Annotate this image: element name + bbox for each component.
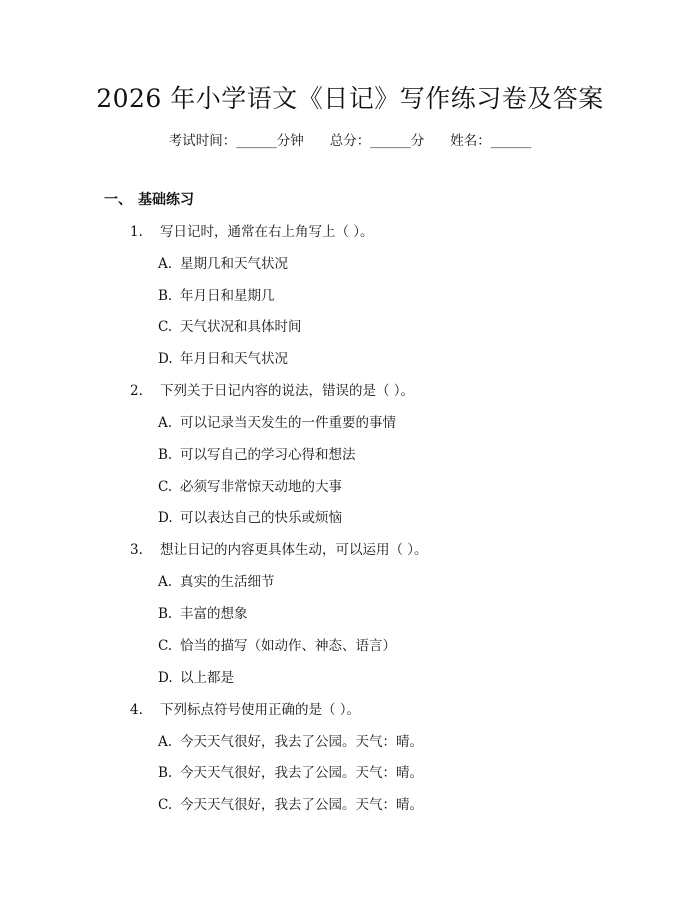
exam-time-field: 考试时间：______分钟 xyxy=(168,133,304,149)
option-text: 星期几和天气状况 xyxy=(180,256,288,272)
option-letter: B. xyxy=(158,447,173,463)
question-3-option-b xyxy=(158,604,248,624)
exam-info-line xyxy=(0,131,700,151)
option-text: 今天天气很好，我去了公园。天气：晴。 xyxy=(180,765,423,781)
question-4-option-b xyxy=(158,763,423,783)
option-text: 必须写非常惊天动地的大事 xyxy=(180,479,342,495)
option-text: 可以记录当天发生的一件重要的事情 xyxy=(180,415,396,431)
question-1-option-a xyxy=(158,254,288,274)
option-text: 可以写自己的学习心得和想法 xyxy=(180,447,356,463)
option-letter: C. xyxy=(158,797,173,813)
option-text: 天气状况和具体时间 xyxy=(180,319,302,335)
option-text: 可以表达自己的快乐或烦恼 xyxy=(180,510,342,526)
option-letter: C. xyxy=(158,319,173,335)
question-2 xyxy=(130,381,414,401)
question-3-option-a xyxy=(158,572,275,592)
question-number: 4. xyxy=(130,702,143,718)
question-text: 下列关于日记内容的说法，错误的是（ ）。 xyxy=(160,383,415,399)
option-text: 今天天气很好，我去了公园。天气：晴。 xyxy=(180,734,423,750)
option-letter: C. xyxy=(158,479,173,495)
option-text: 恰当的描写（如动作、神态、语言） xyxy=(180,638,396,654)
question-2-option-a xyxy=(158,413,396,433)
option-letter: A. xyxy=(158,415,173,431)
question-1-option-c xyxy=(158,317,302,337)
option-text: 年月日和星期几 xyxy=(180,288,275,304)
option-letter: B. xyxy=(158,288,173,304)
option-text: 年月日和天气状况 xyxy=(180,351,288,367)
option-letter: D. xyxy=(158,670,173,686)
question-text: 想让日记的内容更具体生动，可以运用（ ）。 xyxy=(160,542,428,558)
question-number: 2. xyxy=(130,383,143,399)
question-number: 1. xyxy=(130,224,143,240)
total-score-field: 总分：______分 xyxy=(329,133,425,149)
question-2-option-c xyxy=(158,477,342,497)
question-4-option-c xyxy=(158,795,423,815)
student-name-field: 姓名：______ xyxy=(450,133,532,149)
option-letter: A. xyxy=(158,734,173,750)
question-4-option-a xyxy=(158,732,423,752)
section-number: 一、 xyxy=(104,192,132,208)
section-title: 基础练习 xyxy=(138,192,194,208)
question-1-option-d xyxy=(158,349,288,369)
option-letter: A. xyxy=(158,256,173,272)
option-letter: D. xyxy=(158,351,173,367)
option-letter: B. xyxy=(158,606,173,622)
question-1-option-b xyxy=(158,286,275,306)
question-text: 下列标点符号使用正确的是（ ）。 xyxy=(160,702,361,718)
option-text: 真实的生活细节 xyxy=(180,574,275,590)
question-number: 3. xyxy=(130,542,143,558)
question-4 xyxy=(130,700,360,720)
question-1 xyxy=(130,222,374,242)
page-title: 2026 年小学语文《日记》写作练习卷及答案 xyxy=(96,84,604,113)
section-heading xyxy=(104,190,194,210)
option-text: 以上都是 xyxy=(180,670,234,686)
option-letter: B. xyxy=(158,765,173,781)
option-letter: D. xyxy=(158,510,173,526)
option-text: 今天天气很好，我去了公园。天气：晴。 xyxy=(180,797,423,813)
question-2-option-b xyxy=(158,445,356,465)
option-letter: C. xyxy=(158,638,173,654)
question-2-option-d xyxy=(158,508,342,528)
question-3 xyxy=(130,540,428,560)
option-letter: A. xyxy=(158,574,173,590)
question-3-option-c xyxy=(158,636,396,656)
question-text: 写日记时，通常在右上角写上（ ）。 xyxy=(160,224,374,240)
question-3-option-d xyxy=(158,668,234,688)
option-text: 丰富的想象 xyxy=(180,606,248,622)
